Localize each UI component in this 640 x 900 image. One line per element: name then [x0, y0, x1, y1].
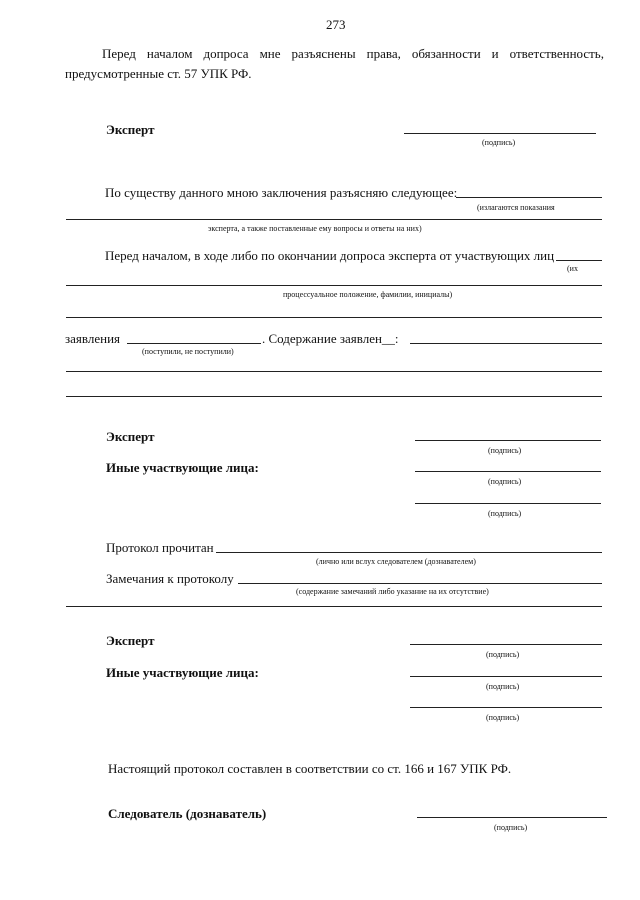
statements-line-3	[66, 371, 602, 372]
signature-caption: (подпись)	[486, 650, 520, 659]
participants-line-1	[556, 260, 602, 261]
expert-label: Эксперт	[106, 122, 155, 137]
expert-signature-line	[415, 440, 601, 441]
intro-line-2: предусмотренные ст. 57 УПК РФ.	[65, 66, 252, 81]
intro-word: Перед	[102, 46, 136, 61]
intro-word: мне	[259, 46, 281, 61]
participant-signature-line	[415, 503, 601, 504]
expert-label: Эксперт	[106, 633, 155, 648]
statements-content-text: . Содержание заявлен__:	[262, 331, 399, 346]
intro-word: обязанности	[411, 46, 481, 61]
intro-line-1	[102, 46, 604, 62]
investigator-label: Следователь (дознаватель)	[108, 806, 267, 821]
compliance-text: Настоящий протокол составлен в соответствии со ст. 166 и 167 УПК РФ.	[108, 761, 512, 776]
explanation-text: По существу данного мною заключения разъясняю следующее:	[105, 185, 458, 200]
statements-line-1	[127, 343, 261, 344]
protocol-read-caption: (лично или вслух следователем (дознавателем)	[316, 557, 476, 566]
intro-word: и	[491, 46, 499, 61]
explanation-line-1	[456, 197, 602, 198]
participant-signature-line	[410, 707, 602, 708]
intro-word: допроса	[203, 46, 249, 61]
protocol-remarks-label: Замечания к протоколу	[106, 571, 234, 586]
participant-signature-line	[410, 676, 602, 677]
investigator-signature-line	[417, 817, 607, 818]
explanation-line-2	[66, 219, 602, 220]
signature-caption: (подпись)	[488, 446, 522, 455]
other-participants-label: Иные участвующие лица:	[106, 665, 259, 680]
expert-label: Эксперт	[106, 429, 155, 444]
signature-caption: (подпись)	[486, 682, 520, 691]
participant-signature-line	[415, 471, 601, 472]
statements-caption: (поступили, не поступили)	[142, 347, 234, 356]
protocol-read-label: Протокол прочитан	[106, 540, 214, 555]
participants-text: Перед началом, в ходе либо по окончании допроса эксперта от участвующих лиц	[105, 248, 555, 263]
signature-caption: (подпись)	[494, 823, 528, 832]
expert-signature-line	[410, 644, 602, 645]
participants-caption-2: процессуальное положение, фамилии, инициалы)	[283, 290, 453, 299]
intro-word: права,	[366, 46, 401, 61]
intro-word: ответственность,	[509, 46, 604, 61]
protocol-remarks-line-2	[66, 606, 602, 607]
participants-line-3	[66, 317, 602, 318]
signature-caption: (подпись)	[488, 477, 522, 486]
page-number: 273	[326, 17, 346, 32]
explanation-caption-1: (излагаются показания	[477, 203, 555, 212]
protocol-remarks-line	[238, 583, 602, 584]
statements-line-2	[410, 343, 602, 344]
participants-line-2	[66, 285, 602, 286]
signature-caption: (подпись)	[488, 509, 522, 518]
other-participants-label: Иные участвующие лица:	[106, 460, 259, 475]
statements-line-4	[66, 396, 602, 397]
intro-word: разъяснены	[291, 46, 356, 61]
expert-signature-line	[404, 133, 596, 134]
protocol-remarks-caption: (содержание замечаний либо указание на их отсутствие)	[296, 587, 489, 596]
participants-caption-right: (их	[567, 264, 578, 273]
signature-caption: (подпись)	[482, 138, 516, 147]
statements-label: заявления	[65, 331, 121, 346]
intro-word: началом	[146, 46, 193, 61]
explanation-caption-2: эксперта, а также поставленные ему вопросы и ответы на них)	[208, 224, 422, 233]
protocol-read-line	[216, 552, 602, 553]
signature-caption: (подпись)	[486, 713, 520, 722]
